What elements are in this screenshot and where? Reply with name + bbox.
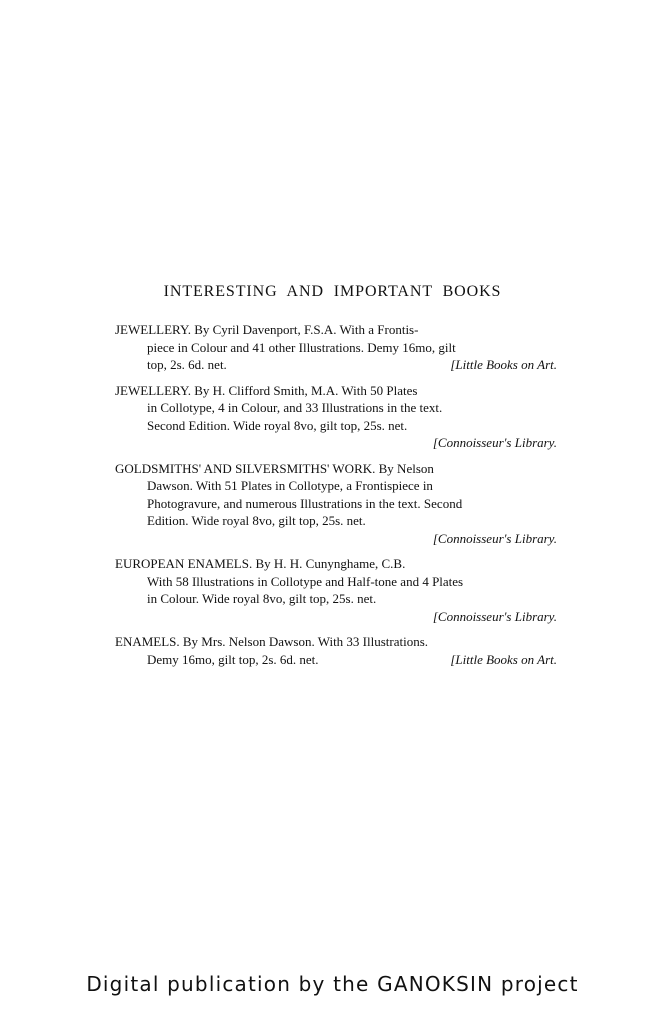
book-entry-enamels-dawson [115, 633, 557, 668]
entry-line: ENAMELS. By Mrs. Nelson Dawson. With 33 Illustrations. [115, 634, 429, 649]
book-entry-jewellery-davenport [115, 321, 557, 374]
entry-line: With 58 Illustrations in Collotype and Half-tone and 4 Plates [147, 573, 464, 589]
entry-line: in Colour. Wide royal 8vo, gilt top, 25s. net. [147, 591, 377, 606]
book-entry-european-enamels [115, 555, 557, 625]
entry-line: Second Edition. Wide royal 8vo, gilt top, 25s. net. [147, 417, 408, 433]
entry-line: Dawson. With 51 Plates in Collotype, a Frontispiece in [147, 478, 433, 493]
book-list [115, 321, 557, 676]
entry-line: EUROPEAN ENAMELS. By H. H. Cunynghame, C.B. [115, 556, 406, 571]
series-label: [Connoisseur's Library. [432, 435, 557, 450]
entry-line: Photogravure, and numerous Illustrations in the text. Second [147, 495, 463, 511]
series-label: [Little Books on Art. [450, 651, 557, 667]
page-heading: INTERESTING AND IMPORTANT BOOKS [163, 283, 502, 300]
book-entry-goldsmiths-work [115, 460, 557, 548]
entry-line: Demy 16mo, gilt top, 2s. 6d. net. [147, 651, 319, 667]
publication-credit: Digital publication by the GANOKSIN project [86, 972, 579, 996]
entry-line: JEWELLERY. By Cyril Davenport, F.S.A. With a Frontis- [115, 322, 419, 337]
series-label: [Connoisseur's Library. [432, 530, 557, 546]
series-label: [Connoisseur's Library. [432, 608, 557, 624]
entry-line: in Collotype, 4 in Colour, and 33 Illustrations in the text. [147, 400, 443, 415]
series-label: [Little Books on Art. [450, 357, 557, 372]
entry-line: GOLDSMITHS' AND SILVERSMITHS' WORK. By Nelson [115, 460, 434, 476]
entry-line: JEWELLERY. By H. Clifford Smith, M.A. With 50 Plates [115, 382, 418, 398]
entry-line: top, 2s. 6d. net. [147, 357, 227, 372]
entry-line: piece in Colour and 41 other Illustrations. Demy 16mo, gilt [147, 339, 456, 355]
entry-line: Edition. Wide royal 8vo, gilt top, 25s. net. [147, 513, 366, 528]
book-entry-jewellery-smith [115, 382, 557, 452]
